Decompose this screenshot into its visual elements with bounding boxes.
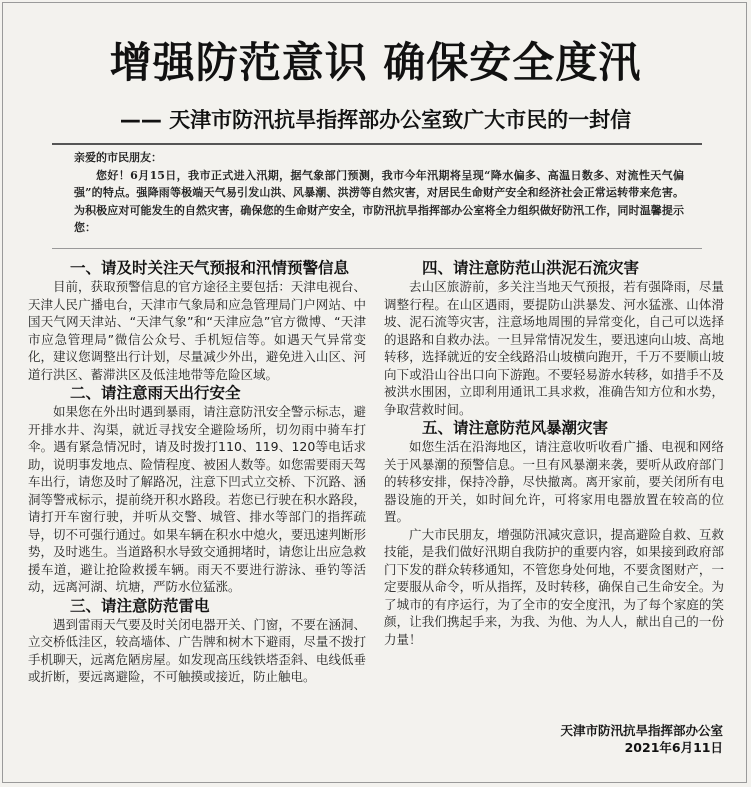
section-heading: 二、请注意雨天出行安全 [70,384,241,402]
section-paragraph: 目前，获取预警信息的官方途径主要包括：天津电视台、天津人民广播电台，天津市气象局和应急管理局门户网站、中国天气网天津站、“天津气象”和“天津应急”官方微博、“天津市应急管理局”微信公众号、手机短信等。如遇天气异常变化，建议您调整出行计划，尽量减少外出，避免进入山区、河道行洪区、蓄滞洪区及低洼地带等危险区域。 [28,279,366,382]
section-heading: 三、请注意防范雷电 [70,596,210,615]
signature-date: 2021年6月11日 [624,740,723,755]
left-column [28,258,366,686]
divider [52,143,702,145]
section-paragraph: 如果您在外出时遇到暴雨，请注意防汛安全警示标志，避开排水井、沟渠，就近寻找安全避险场所，切勿雨中骑车打伞。遇有紧急情况时，请及时拨打110、119、120等电话求助，说明事发地点、险情程度、被困人数等。如您需要雨天驾车出行，请您及时了解路况，注意下凹式立交桥、下沉路、涵洞等警戒标示，提前绕开积水路段。若您已行驶在积水路段，请打开车窗行驶，并听从交警、城管、排水等部门的指挥疏导，切不可强行通过。如果车辆在积水中熄火，要迅速判断形势，及时逃生。当道路积水导致交通拥堵时，请您让出应急救援车道，避让抢险救援车辆。雨天不要进行游泳、垂钓等活动，远离河湖、坑塘，严防水位猛涨。 [28,404,366,594]
signature-block [560,722,723,756]
greeting: 亲爱的市民朋友： [74,151,162,164]
divider [52,248,702,249]
page-title: 增强防范意识 确保安全度汛 [109,38,642,87]
section-paragraph: 遇到雷雨天气要及时关闭电器开关、门窗，不要在涵洞、立交桥低洼区，较高墙体、广告牌和树木下避雨，尽量不拨打手机聊天，远离危陋房屋。如发现高压线铁塔歪斜、电线低垂或折断，要远离避险，不可触摸或接近，防止触电。 [28,616,366,684]
signature-org: 天津市防汛抗旱指挥部办公室 [560,723,723,738]
section-paragraph: 如您生活在沿海地区，请注意收听收看广播、电视和网络关于风暴潮的预警信息。一旦有风暴潮来袭，要听从政府部门的转移安排，保持冷静，尽快撤离。离开家前，要关闭所有电器设施的开关，如时间允许，可将家用电器放置在较高的位置。 [384,439,724,524]
section-paragraph: 去山区旅游前，多关注当地天气预报，若有强降雨，尽量调整行程。在山区遇雨，要提防山洪暴发、河水猛涨、山体滑坡、泥石流等灾害，注意场地周围的异常变化，自己可以选择的退路和自救办法。一旦异常情况发生，要迅速向山坡、高地转移，选择就近的安全线路沿山坡横向跑开，千万不要顺山坡向下或沿山谷出口向下游跑。不要轻易游水转移，如措手不及被洪水围困，立即利用通讯工具求救，准确告知方位和水势，争取营救时间。 [384,279,724,417]
intro-block [74,149,684,237]
section-heading: 五、请注意防范风暴潮灾害 [422,419,609,437]
closing-paragraph: 广大市民朋友，增强防汛减灾意识，提高避险自救、互救技能，是我们做好汛期自我防护的重要内容，如果接到政府部门下发的群众转移通知，不管您身处何地，不要贪图财产，一定要服从命令，听从指挥，及时转移，确保自己生命安全。为了城市的有序运行，为了全市的安全度汛，为了每个家庭的笑颜，让我们携起手来，为我、为他、为人人，献出自己的一份力量！ [384,526,724,647]
right-column [384,258,724,648]
page-subtitle: —— 天津市防汛抗旱指挥部办公室致广大市民的一封信 [119,108,632,132]
intro-paragraph: 您好！6月15日，我市正式进入汛期，据气象部门预测，我市今年汛期将呈现“降水偏多、高温日数多、对流性天气偏强”的特点。强降雨等极端天气易引发山洪、风暴潮、洪涝等自然灾害，对居民生命财产安全和经济社会正常运转带来危害。为积极应对可能发生的自然灾害，确保您的生命财产安全，市防汛抗旱指挥部办公室将全力组织做好防汛工作，同时温馨提示您： [74,168,684,234]
section-heading: 四、请注意防范山洪泥石流灾害 [422,259,640,277]
section-heading: 一、请及时关注天气预报和汛情预警信息 [70,259,350,277]
